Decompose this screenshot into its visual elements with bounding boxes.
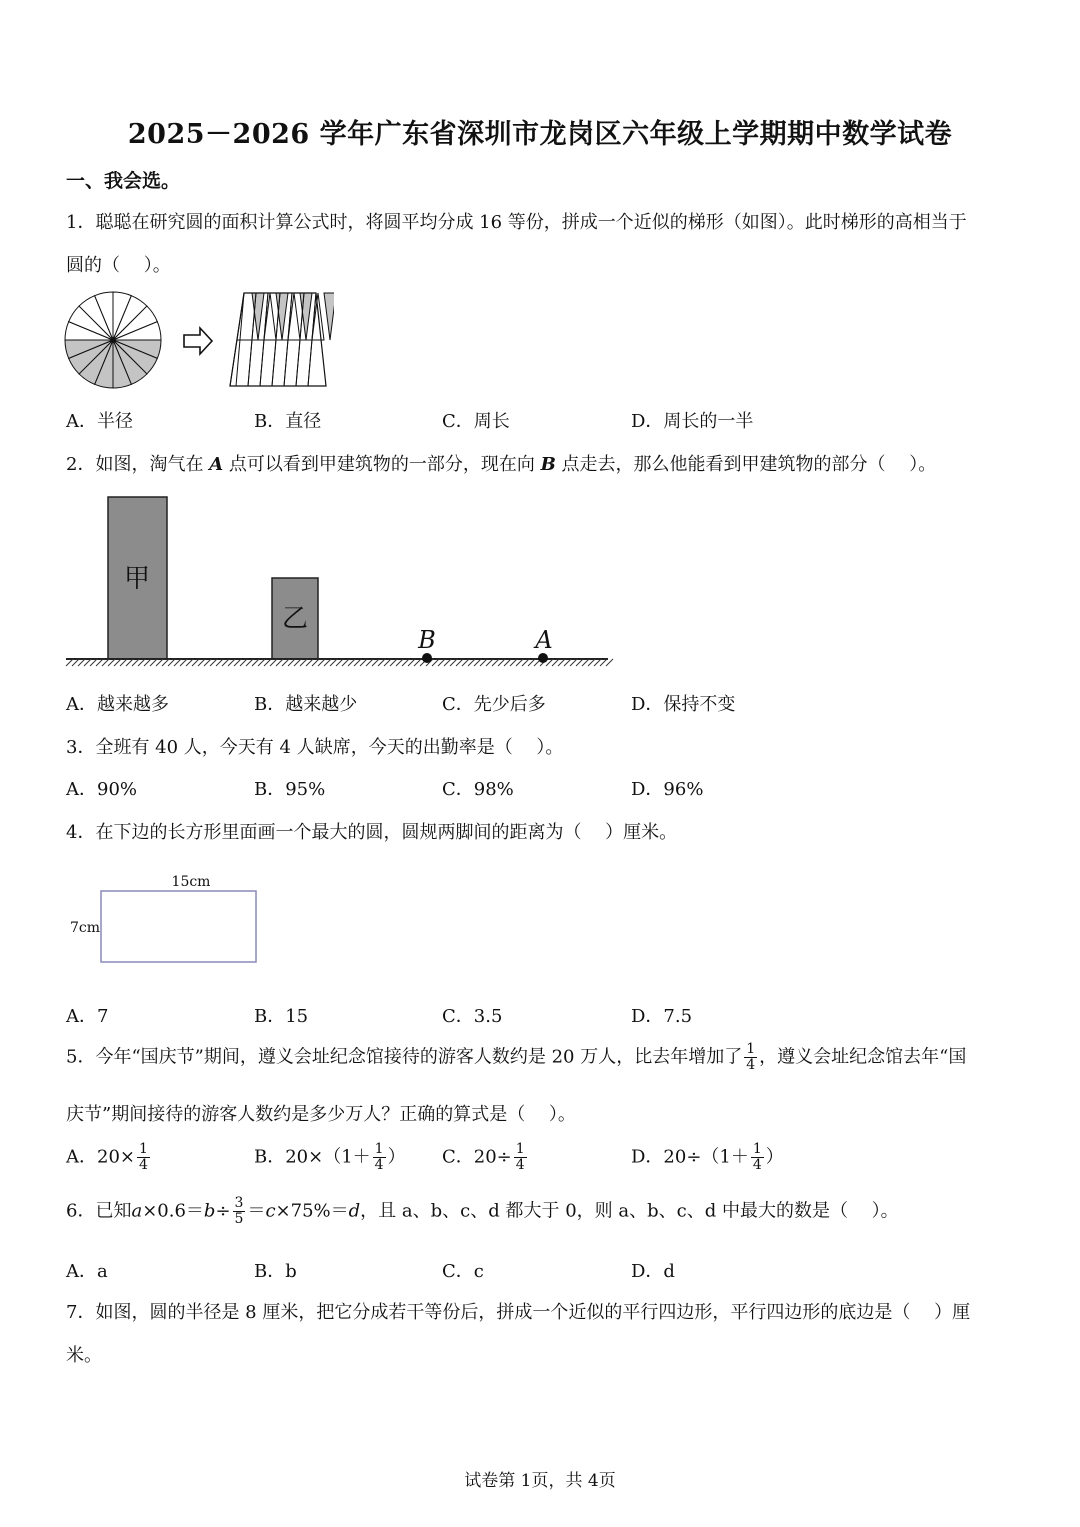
point-a-marker: [538, 653, 548, 663]
divided-circle: [65, 292, 161, 388]
option-c[interactable]: C．c: [442, 1261, 484, 1282]
hatch-line: [270, 659, 277, 666]
hatch-line: [192, 659, 199, 666]
option-a[interactable]: A．a: [66, 1261, 108, 1282]
hatch-line: [450, 659, 457, 666]
hatch-line: [606, 659, 613, 666]
hatch-line: [294, 659, 301, 666]
question-7-text: 7．如图，圆的半径是 8 厘米，把它分成若干等份后，拼成一个近似的平行四边形，平行四边形的底边是（ ）厘: [66, 1302, 971, 1323]
building-yi-label: 乙: [281, 604, 309, 634]
hatch-line: [570, 659, 577, 666]
approximate-trapezoid: [230, 293, 334, 386]
hatch-line: [216, 659, 223, 666]
fraction: $\frac{3}{5}$: [234, 1195, 244, 1227]
point-b-marker: [422, 653, 432, 663]
hatch-line: [288, 659, 295, 666]
hatch-line: [144, 659, 151, 666]
fraction: $\frac{1}{4}$: [746, 1041, 756, 1073]
hatch-line: [138, 659, 145, 666]
hatch-line: [240, 659, 247, 666]
point-a-label: A: [535, 626, 553, 654]
hatch-line: [498, 659, 505, 666]
hatch-line: [414, 659, 421, 666]
question-7-text-cont: 米。: [66, 1345, 102, 1366]
rectangle: [101, 891, 256, 962]
page-footer: 试卷第 1页，共 4页: [464, 1471, 616, 1491]
hatch-line: [312, 659, 319, 666]
hatch-line: [96, 659, 103, 666]
rectangle-figure: [66, 870, 266, 970]
hatch-line: [336, 659, 343, 666]
option-c[interactable]: C．98%: [442, 779, 514, 800]
option-c[interactable]: C．20÷ $\frac{1}{4}$: [442, 1141, 525, 1173]
hatch-line: [396, 659, 403, 666]
hatch-line: [90, 659, 97, 666]
hatch-line: [120, 659, 127, 666]
option-d[interactable]: D．7.5: [631, 1006, 693, 1027]
hatch-line: [504, 659, 511, 666]
hatch-line: [348, 659, 355, 666]
hatch-line: [594, 659, 601, 666]
hatch-line: [480, 659, 487, 666]
hatch-line: [576, 659, 583, 666]
hatch-line: [180, 659, 187, 666]
hatch-line: [66, 659, 73, 666]
hatch-line: [174, 659, 181, 666]
hatch-line: [72, 659, 79, 666]
question-1-text: 1．聪聪在研究圆的面积计算公式时，将圆平均分成 16 等份，拼成一个近似的梯形（如图）。此时梯形的高相当于: [66, 212, 967, 233]
question-6-text: 6．已知a×0.6＝b÷ $\frac{3}{5}$ ＝c×75%＝d，且 a、b、c、d 都大于 0，则 a、b、c、d 中最大的数是（ ）。: [66, 1195, 899, 1227]
hatch-line: [408, 659, 415, 666]
hatch-line: [486, 659, 493, 666]
hatch-line: [258, 659, 265, 666]
hatch-line: [588, 659, 595, 666]
hatch-line: [204, 659, 211, 666]
hatch-line: [222, 659, 229, 666]
hatch-line: [402, 659, 409, 666]
option-a[interactable]: A．半径: [66, 411, 133, 432]
option-a[interactable]: A．7: [66, 1006, 109, 1027]
hatch-line: [558, 659, 565, 666]
circle-to-trapezoid-figure: [62, 288, 334, 392]
hatch-line: [456, 659, 463, 666]
hatch-line: [462, 659, 469, 666]
hatch-line: [444, 659, 451, 666]
hatch-line: [510, 659, 517, 666]
question-1-text-cont: 圆的（ ）。: [66, 255, 171, 276]
hatch-line: [132, 659, 139, 666]
ground-hatching: [66, 659, 613, 666]
hatch-line: [522, 659, 529, 666]
option-d[interactable]: D．d: [631, 1261, 675, 1282]
hatch-line: [564, 659, 571, 666]
hatch-line: [84, 659, 91, 666]
hatch-line: [282, 659, 289, 666]
hatch-line: [384, 659, 391, 666]
arrow-right-icon: [184, 328, 212, 354]
hatch-line: [186, 659, 193, 666]
question-4-text: 4．在下边的长方形里面画一个最大的圆，圆规两脚间的距离为（ ）厘米。: [66, 822, 678, 843]
option-a[interactable]: A．90%: [66, 779, 138, 800]
question-5-text: 5．今年“国庆节”期间，遵义会址纪念馆接待的游客人数约是 20 万人，比去年增加了 $\frac{1}{4}$ ，遵义会址纪念馆去年“国: [66, 1041, 967, 1073]
question-2-text: 2．如图，淘气在 A 点可以看到甲建筑物的一部分，现在向 B 点走去，那么他能看到甲建筑物的部分（ ）。: [66, 454, 937, 475]
hatch-line: [276, 659, 283, 666]
option-c[interactable]: C．周长: [442, 411, 510, 432]
hatch-line: [342, 659, 349, 666]
hatch-line: [126, 659, 133, 666]
hatch-line: [78, 659, 85, 666]
buildings-figure: [62, 490, 614, 670]
hatch-line: [372, 659, 379, 666]
option-a[interactable]: A．越来越多: [66, 694, 169, 715]
hatch-line: [210, 659, 217, 666]
hatch-line: [360, 659, 367, 666]
hatch-line: [264, 659, 271, 666]
hatch-line: [468, 659, 475, 666]
hatch-line: [150, 659, 157, 666]
question-5-text-cont: 庆节”期间接待的游客人数约是多少万人？正确的算式是（ ）。: [66, 1104, 576, 1125]
hatch-line: [582, 659, 589, 666]
option-b[interactable]: B．95%: [254, 779, 326, 800]
option-d[interactable]: D．96%: [631, 779, 704, 800]
hatch-line: [114, 659, 121, 666]
option-b[interactable]: B．越来越少: [254, 694, 358, 715]
hatch-line: [438, 659, 445, 666]
option-d[interactable]: D．保持不变: [631, 694, 736, 715]
hatch-line: [528, 659, 535, 666]
hatch-line: [516, 659, 523, 666]
hatch-line: [330, 659, 337, 666]
width-label: 15cm: [171, 874, 211, 890]
hatch-line: [378, 659, 385, 666]
hatch-line: [324, 659, 331, 666]
question-3-text: 3．全班有 40 人，今天有 4 人缺席，今天的出勤率是（ ）。: [66, 737, 564, 758]
hatch-line: [234, 659, 241, 666]
hatch-line: [162, 659, 169, 666]
hatch-line: [432, 659, 439, 666]
option-d[interactable]: D．20÷（1＋ $\frac{1}{4}$ ）: [631, 1141, 784, 1173]
option-b[interactable]: B．直径: [254, 411, 322, 432]
option-c[interactable]: C．3.5: [442, 1006, 503, 1027]
building-jia-label: 甲: [123, 564, 151, 594]
option-b[interactable]: B．15: [254, 1006, 309, 1027]
hatch-line: [492, 659, 499, 666]
height-label: 7cm: [70, 920, 101, 936]
hatch-line: [306, 659, 313, 666]
hatch-line: [252, 659, 259, 666]
hatch-line: [390, 659, 397, 666]
hatch-line: [366, 659, 373, 666]
hatch-line: [318, 659, 325, 666]
hatch-line: [552, 659, 559, 666]
hatch-line: [198, 659, 205, 666]
hatch-line: [246, 659, 253, 666]
page-title: 2025－2026 学年广东省深圳市龙岗区六年级上学期期中数学试卷: [127, 119, 953, 150]
section-heading: 一、我会选。: [66, 170, 181, 192]
hatch-line: [300, 659, 307, 666]
option-c[interactable]: C．先少后多: [442, 694, 546, 715]
hatch-line: [156, 659, 163, 666]
point-b-label: B: [418, 626, 436, 654]
hatch-line: [600, 659, 607, 666]
hatch-line: [354, 659, 361, 666]
option-b[interactable]: B．20×（1＋ $\frac{1}{4}$ ）: [254, 1141, 406, 1173]
hatch-line: [168, 659, 175, 666]
hatch-line: [108, 659, 115, 666]
trapezoid-piece: [324, 293, 334, 340]
hatch-line: [228, 659, 235, 666]
hatch-line: [102, 659, 109, 666]
option-d[interactable]: D．周长的一半: [631, 411, 754, 432]
option-a[interactable]: A．20× $\frac{1}{4}$: [66, 1141, 148, 1173]
hatch-line: [474, 659, 481, 666]
option-b[interactable]: B．b: [254, 1261, 297, 1282]
